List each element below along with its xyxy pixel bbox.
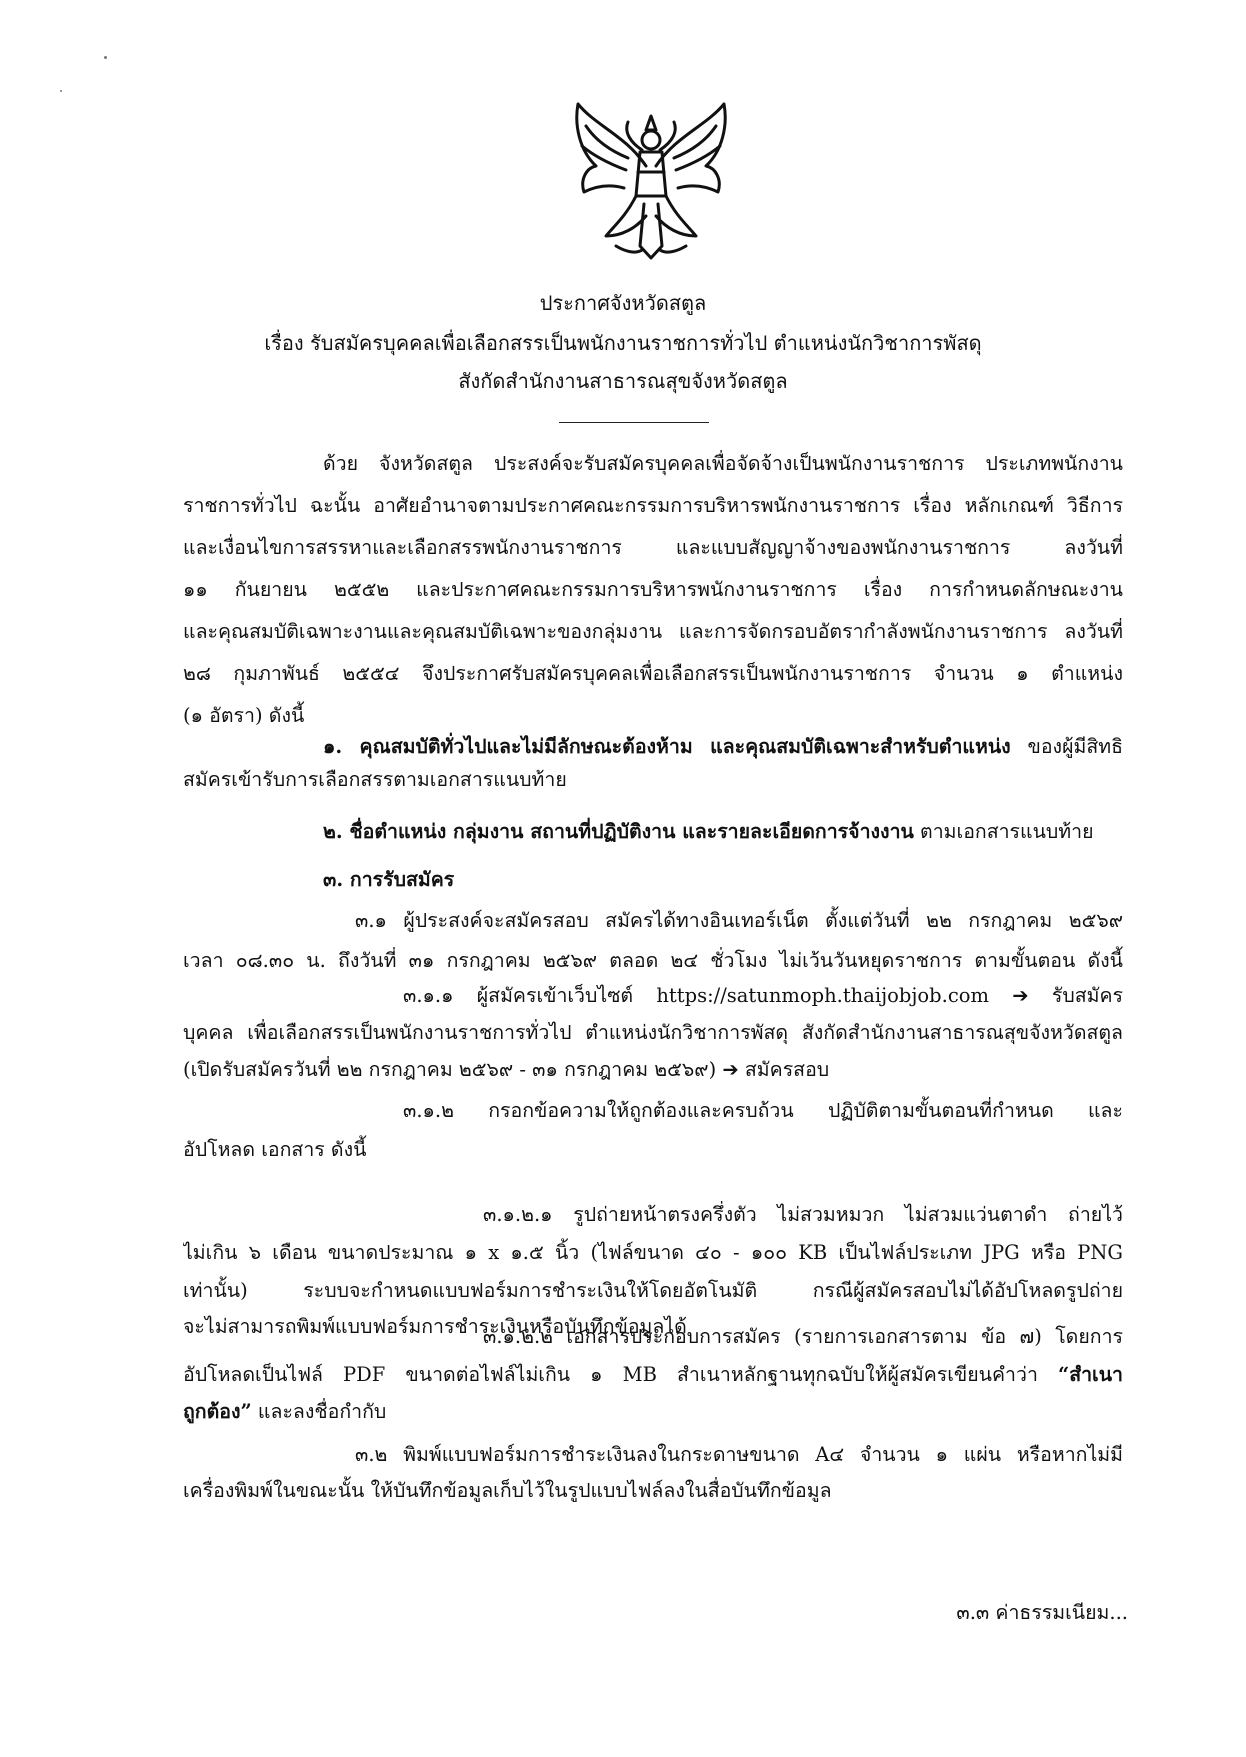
section-3-1-1-line: ๓.๑.๑ ผู้สมัครเข้าเว็บไซต์ https://satunmoph.thaijobjob.com ➔ รับสมัคร [403, 984, 1123, 1007]
announcement-subject: เรื่อง รับสมัครบุคคลเพื่อเลือกสรรเป็นพนักงานราชการทั่วไป ตำแหน่งนักวิชาการพัสดุ [264, 331, 982, 355]
intro-line: ราชการทั่วไป ฉะนั้น อาศัยอำนาจตามประกาศคณะกรรมการบริหารพนักงานราชการ เรื่อง หลักเกณฑ์ วิธีการ [183, 494, 1123, 517]
section-3-1-2-1-line: จะไม่สามารถพิมพ์แบบฟอร์มการชำระเงินหรือบันทึกข้อมูลได้ [183, 1315, 687, 1338]
section-3-1-1-line: (เปิดรับสมัครวันที่ ๒๒ กรกฎาคม ๒๕๖๙ - ๓๑ กรกฎาคม ๒๕๖๙) ➔ สมัครสอบ [183, 1058, 830, 1081]
announcement-title: ประกาศจังหวัดสตูล [539, 291, 707, 315]
section-3-1-2-2-text: และลงชื่อกำกับ [251, 1400, 387, 1423]
intro-line: ด้วย จังหวัดสตูล ประสงค์จะรับสมัครบุคคลเพื่อจัดจ้างเป็นพนักงานราชการ ประเภทพนักงาน [323, 452, 1123, 475]
section-3-1-2-line: ๓.๑.๒ กรอกข้อความให้ถูกต้องและครบถ้วน ปฏิบัติตามขั้นตอนที่กำหนด และ [403, 1099, 1123, 1122]
section-3-1-1-line: บุคคล เพื่อเลือกสรรเป็นพนักงานราชการทั่วไป ตำแหน่งนักวิชาการพัสดุ สังกัดสำนักงานสาธารณสุขจังหวัดสตูล [183, 1021, 1123, 1044]
intro-line: และคุณสมบัติเฉพาะงานและคุณสมบัติเฉพาะของกลุ่มงาน และการจัดกรอบอัตรากำลังพนักงานราชการ ลงวันที่ [183, 620, 1123, 643]
section-3-1-2-line: อัปโหลด เอกสาร ดังนี้ [183, 1138, 367, 1161]
intro-line: ๑๑ กันยายน ๒๕๕๒ และประกาศคณะกรรมการบริหารพนักงานราชการ เรื่อง การกำหนดลักษณะงาน [183, 578, 1123, 601]
section-1-heading [323, 732, 1123, 762]
header-divider [559, 422, 709, 423]
section-3-1-2-2-text: อัปโหลดเป็นไฟล์ PDF ขนาดต่อไฟล์ไม่เกิน ๑ MB สำเนาหลักฐานทุกฉบับให้ผู้สมัครเขียนคำว่า [183, 1363, 1058, 1386]
section-3-1-line: ๓.๑ ผู้ประสงค์จะสมัครสอบ สมัครได้ทางอินเทอร์เน็ต ตั้งแต่วันที่ ๒๒ กรกฎาคม ๒๕๖๙ [355, 909, 1123, 932]
section-3-1-2-2-line [183, 1360, 1123, 1390]
intro-line: ๒๘ กุมภาพันธ์ ๒๕๕๔ จึงประกาศรับสมัครบุคคลเพื่อเลือกสรรเป็นพนักงานราชการ จำนวน ๑ ตำแหน่ง [183, 662, 1123, 685]
garuda-emblem-icon [566, 96, 736, 266]
section-3-2-line: ๓.๒ พิมพ์แบบฟอร์มการชำระเงินลงในกระดาษขนาด A๔ จำนวน ๑ แผ่น หรือหากไม่มี [355, 1443, 1123, 1466]
section-3-1-2-1-line: ๓.๑.๒.๑ รูปถ่ายหน้าตรงครึ่งตัว ไม่สวมหมวก ไม่สวมแว่นตาดำ ถ่ายไว้ [483, 1203, 1123, 1226]
section-3-1-2-1-line: เท่านั้น) ระบบจะกำหนดแบบฟอร์มการชำระเงินให้โดยอัตโนมัติ กรณีผู้สมัครสอบไม่ได้อัปโหลดรูปถ่าย [183, 1279, 1123, 1302]
section-3-1-2-2-bold: “สำเนา [1057, 1363, 1123, 1386]
intro-line: (๑ อัตรา) ดังนี้ [183, 704, 305, 727]
section-3-bold: ๓. การรับสมัคร [323, 868, 455, 891]
section-1-bold: ๑. คุณสมบัติทั่วไปและไม่มีลักษณะต้องห้าม และคุณสมบัติเฉพาะสำหรับตำแหน่ง [323, 735, 1011, 758]
announcement-affiliation: สังกัดสำนักงานสาธารณสุขจังหวัดสตูล [458, 369, 788, 393]
section-2-bold: ๒. ชื่อตำแหน่ง กลุ่มงาน สถานที่ปฏิบัติงาน และรายละเอียดการจ้างงาน [323, 820, 914, 843]
section-1-line: สมัครเข้ารับการเลือกสรรตามเอกสารแนบท้าย [183, 768, 567, 791]
scan-speck [104, 56, 107, 59]
section-3-heading [323, 865, 1123, 895]
section-3-1-line: เวลา ๐๘.๓๐ น. ถึงวันที่ ๓๑ กรกฎาคม ๒๕๖๙ ตลอด ๒๔ ชั่วโมง ไม่เว้นวันหยุดราชการ ตามขั้นตอน ดังนี้ [183, 949, 1123, 972]
section-2-rest: ตามเอกสารแนบท้าย [913, 820, 1094, 843]
section-3-1-2-2-bold: ถูกต้อง” [183, 1400, 252, 1423]
section-2-heading [323, 817, 1123, 847]
continuation-text: ๓.๓ ค่าธรรมเนียม... [956, 1601, 1128, 1624]
section-3-1-2-2-line [183, 1397, 1123, 1427]
intro-line: และเงื่อนไขการสรรหาและเลือกสรรพนักงานราชการ และแบบสัญญาจ้างของพนักงานราชการ ลงวันที่ [183, 536, 1123, 559]
section-3-2-line: เครื่องพิมพ์ในขณะนั้น ให้บันทึกข้อมูลเก็บไว้ในรูปแบบไฟล์ลงในสื่อบันทึกข้อมูล [183, 1479, 832, 1502]
scan-speck [60, 90, 62, 92]
section-1-rest: ของผู้มีสิทธิ [1010, 735, 1123, 758]
section-3-1-2-1-line: ไม่เกิน ๖ เดือน ขนาดประมาณ ๑ x ๑.๕ นิ้ว (ไฟล์ขนาด ๔๐ - ๑๐๐ KB เป็นไฟล์ประเภท JPG หรือ PNG [183, 1241, 1123, 1264]
section-3-1-2-2-line: ๓.๑.๒.๒ เอกสารประกอบการสมัคร (รายการเอกสารตาม ข้อ ๗) โดยการ [483, 1325, 1123, 1348]
